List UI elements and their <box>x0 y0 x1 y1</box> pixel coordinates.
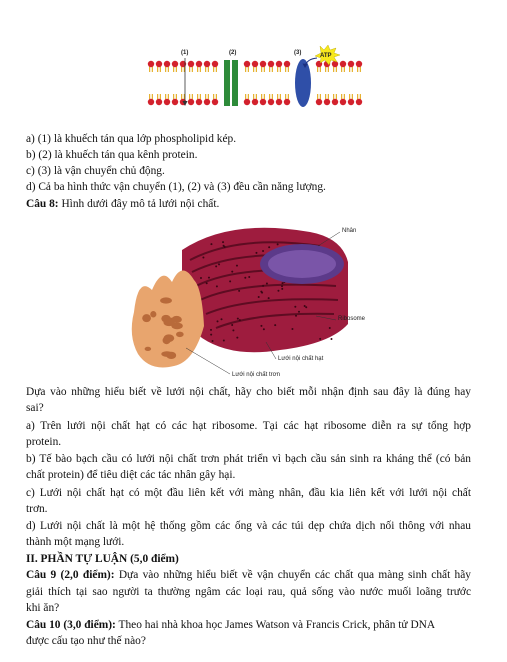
q9-line-3: khi ăn? <box>26 602 60 614</box>
q8-statement-b-line-1: b) Tế bào bạch cầu có lưới nội chất trơn phát triển vì bạch cầu sản sinh ra kháng thể (có bản <box>26 453 471 465</box>
q10-line-2: được cấu tạo như thế nào? <box>26 635 146 647</box>
label-1: (1) <box>181 50 189 56</box>
rough-er-label: Lưới nội chất hạt <box>278 356 324 362</box>
q7-option-b: b) (2) là khuếch tán qua kênh protein. <box>26 149 198 161</box>
q9-label: Câu 9 (2,0 điểm): <box>26 569 115 581</box>
q9-line-2: giải thích tại sao người ta thường ngâm các loại rau, quả sống vào nước muối loãng trước <box>26 586 471 598</box>
endoplasmic-reticulum-figure <box>120 216 370 382</box>
q8-heading <box>26 197 219 212</box>
q10-text-1: Theo hai nhà khoa học James Watson và Francis Crick, phân tử DNA <box>115 619 436 631</box>
q7-option-a: a) (1) là khuếch tán qua lớp phospholipid kép. <box>26 133 237 145</box>
q8-statement-d-line-1: d) Lưới nội chất là một hệ thống gồm các ống và các túi dẹp chứa dịch nối thông với nhau <box>26 520 471 532</box>
carrier-protein <box>295 59 311 107</box>
q9-line-1 <box>26 568 471 583</box>
q8-statement-b-line-2: chất protein) để tiêu diệt các tác nhân gây hại. <box>26 469 236 481</box>
membrane-transport-figure <box>145 44 365 112</box>
channel-protein-right <box>232 60 238 106</box>
q10-label: Câu 10 (3,0 điểm): <box>26 619 116 631</box>
section-2-title: II. PHẦN TỰ LUẬN (5,0 điểm) <box>26 553 179 565</box>
rough-er-body <box>182 228 348 353</box>
q9-text-1: Dựa vào những hiểu biết về vận chuyển các chất qua màng sinh chất hãy <box>114 569 472 581</box>
q8-prompt-line-2: sai? <box>26 402 44 414</box>
ribosome-label: Ribosome <box>338 316 366 322</box>
smooth-er-label: Lưới nội chất trơn <box>232 372 280 378</box>
nucleus-label: Nhân <box>342 228 357 234</box>
q8-statement-a-line-1: a) Trên lưới nội chất hạt có các hạt ribosome. Tại các hạt ribosome diễn ra sự tổng hợp <box>26 420 471 432</box>
q8-label: Câu 8: <box>26 198 59 210</box>
label-2: (2) <box>229 50 237 56</box>
q8-prompt-line-1: Dựa vào những hiểu biết về lưới nội chất, hãy cho biết mỗi nhận định sau đây là đúng hay <box>26 386 471 398</box>
q8-statement-c-line-1: c) Lưới nội chất hạt có một đầu liên kết với màng nhân, đầu kia liên kết với lưới nội chất <box>26 487 471 499</box>
label-3: (3) <box>294 50 302 56</box>
q8-statement-c-line-2: trơn. <box>26 503 48 515</box>
channel-protein-left <box>224 60 230 106</box>
q8-statement-d-line-2: thành một mạng lưới. <box>26 536 125 548</box>
q8-statement-a-line-2: protein. <box>26 436 62 448</box>
q10-line-1 <box>26 618 435 633</box>
q7-option-d: d) Cả ba hình thức vận chuyển (1), (2) và (3) đều cần năng lượng. <box>26 181 326 193</box>
atp-label: ATP <box>320 53 332 59</box>
q8-text: Hình dưới đây mô tả lưới nội chất. <box>58 198 220 210</box>
q7-option-c: c) (3) là vận chuyển chủ động. <box>26 165 165 177</box>
